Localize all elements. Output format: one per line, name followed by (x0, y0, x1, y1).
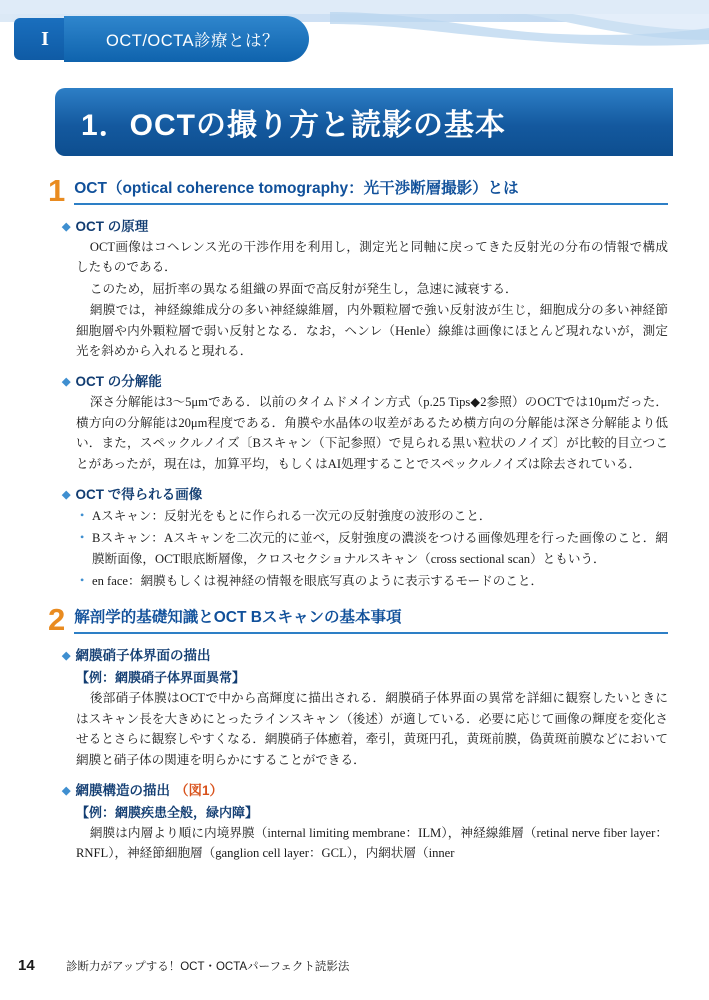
chapter-title: OCT/OCTA診療とは？ (64, 16, 309, 62)
section-1-number: 1 (48, 172, 66, 208)
figure-reference[interactable]: （図1） (174, 783, 223, 799)
page-number: 14 (18, 957, 35, 974)
subsection-heading-oct-images (62, 483, 668, 503)
document-body (48, 172, 668, 868)
diamond-bullet-icon: ◆ (62, 785, 71, 798)
diamond-bullet-icon: ◆ (62, 650, 71, 663)
section-2 (48, 602, 668, 863)
subsection-label: OCT の分解能 (75, 374, 162, 390)
running-title: 診断力がアップする！OCT・OCTAパーフェクト読影法 (66, 961, 350, 973)
page-header (0, 0, 709, 78)
section-2-number: 2 (48, 602, 66, 638)
diamond-bullet-icon: ◆ (62, 221, 71, 233)
list-item: • Bスキャン：Aスキャンを二次元的に並べ，反射強度の濃淡をつける画像処理を行った画像のこと．網膜断面像，OCT眼底断層像，クロスセクショナルスキャン（cross sectional scan）ともいう． (80, 528, 668, 569)
subsection-heading-oct-resolution (62, 370, 668, 390)
section-2-heading (48, 602, 668, 638)
paragraph: 後部硝子体膜はOCTで中から高輝度に描出される．網膜硝子体界面の異常を詳細に観察したいときにはスキャン長を大きめにとったラインスキャン（後述）が適している．必要に応じて画像の輝度を変化させるとさらに観察しやすくなる．網膜硝子体癒着，牽引，黄斑円孔，黄斑前膜，偽黄斑前膜などにおいて網膜と硝子体の関連を明らかにすることができる． (76, 691, 668, 767)
paragraph: 深さ分解能は3〜5μmである．以前のタイムドメイン方式（p.25 Tips◆2参照）のOCTでは10μmだった．横方向の分解能は20μm程度である．角膜や水晶体の収差があるため横方向の分解能は深さ分解能より低い．また，スペックルノイズ〔Bスキャン（下記参照）で見られる黒い粒状のノイズ〕が比較的目立つことがあったが，現在は，加算平均，もしくはAI処理することでスペックルノイズは除去されている． (76, 395, 668, 471)
section-1-title: OCT（optical coherence tomography：光干渉断層撮影）とは (74, 176, 668, 205)
example-label: 【例：網膜疾患全般，緑内障】 (76, 805, 259, 821)
page-title: 1．OCTの撮り方と読影の基本 (55, 88, 673, 156)
subsection-heading-vitreoretinal-interface (62, 644, 668, 664)
chapter-number-badge: I (14, 18, 76, 60)
subsection-heading-retinal-structure (62, 779, 668, 799)
paragraph: 網膜では，神経線維成分の多い神経線維層，内外顆粒層で強い反射波が生じ，細胞成分の多い神経節細胞層や内外顆粒層で弱い反射となる．なお，ヘンレ（Henle）線維は画像にほとんど現れないが，測定光を斜めから入れると現れる． (76, 303, 668, 358)
diamond-bullet-icon: ◆ (62, 488, 71, 501)
paragraph: 網膜は内層より順に内境界膜（internal limiting membrane：ILM），神経線維層（retinal nerve fiber layer：RNFL），神経節細胞層（ganglion cell layer：GCL），内網状層（inner (76, 826, 668, 861)
section-1 (48, 172, 668, 591)
paragraph: OCT画像はコヘレンス光の干渉作用を利用し，測定光と同軸に戻ってきた反射光の分布の情報で構成したものである． (76, 240, 668, 275)
example-label: 【例：網膜硝子体界面異常】 (76, 670, 246, 686)
list-item: • en face：網膜もしくは視神経の情報を眼底写真のように表示するモードのこと． (80, 571, 668, 591)
paragraph: このため，屈折率の異なる組織の界面で高反射が発生し，急速に減衰する． (89, 281, 518, 296)
list-item: • Aスキャン：反射光をもとに作られる一次元の反射強度の波形のこと． (80, 506, 668, 526)
subsection-label: OCT で得られる画像 (75, 486, 203, 502)
subsection-heading-oct-principle (62, 215, 668, 235)
diamond-bullet-icon: ◆ (62, 376, 71, 389)
subsection-label: OCT の原理 (75, 219, 149, 234)
page-footer (0, 957, 709, 974)
subsection-label: 網膜硝子体界面の描出 (75, 648, 211, 664)
bullet-list-oct-images (48, 506, 668, 592)
section-2-title: 解剖学的基礎知識とOCT Bスキャンの基本事項 (74, 605, 668, 634)
section-1-heading (48, 172, 668, 208)
subsection-label: 網膜構造の描出 (75, 783, 170, 799)
